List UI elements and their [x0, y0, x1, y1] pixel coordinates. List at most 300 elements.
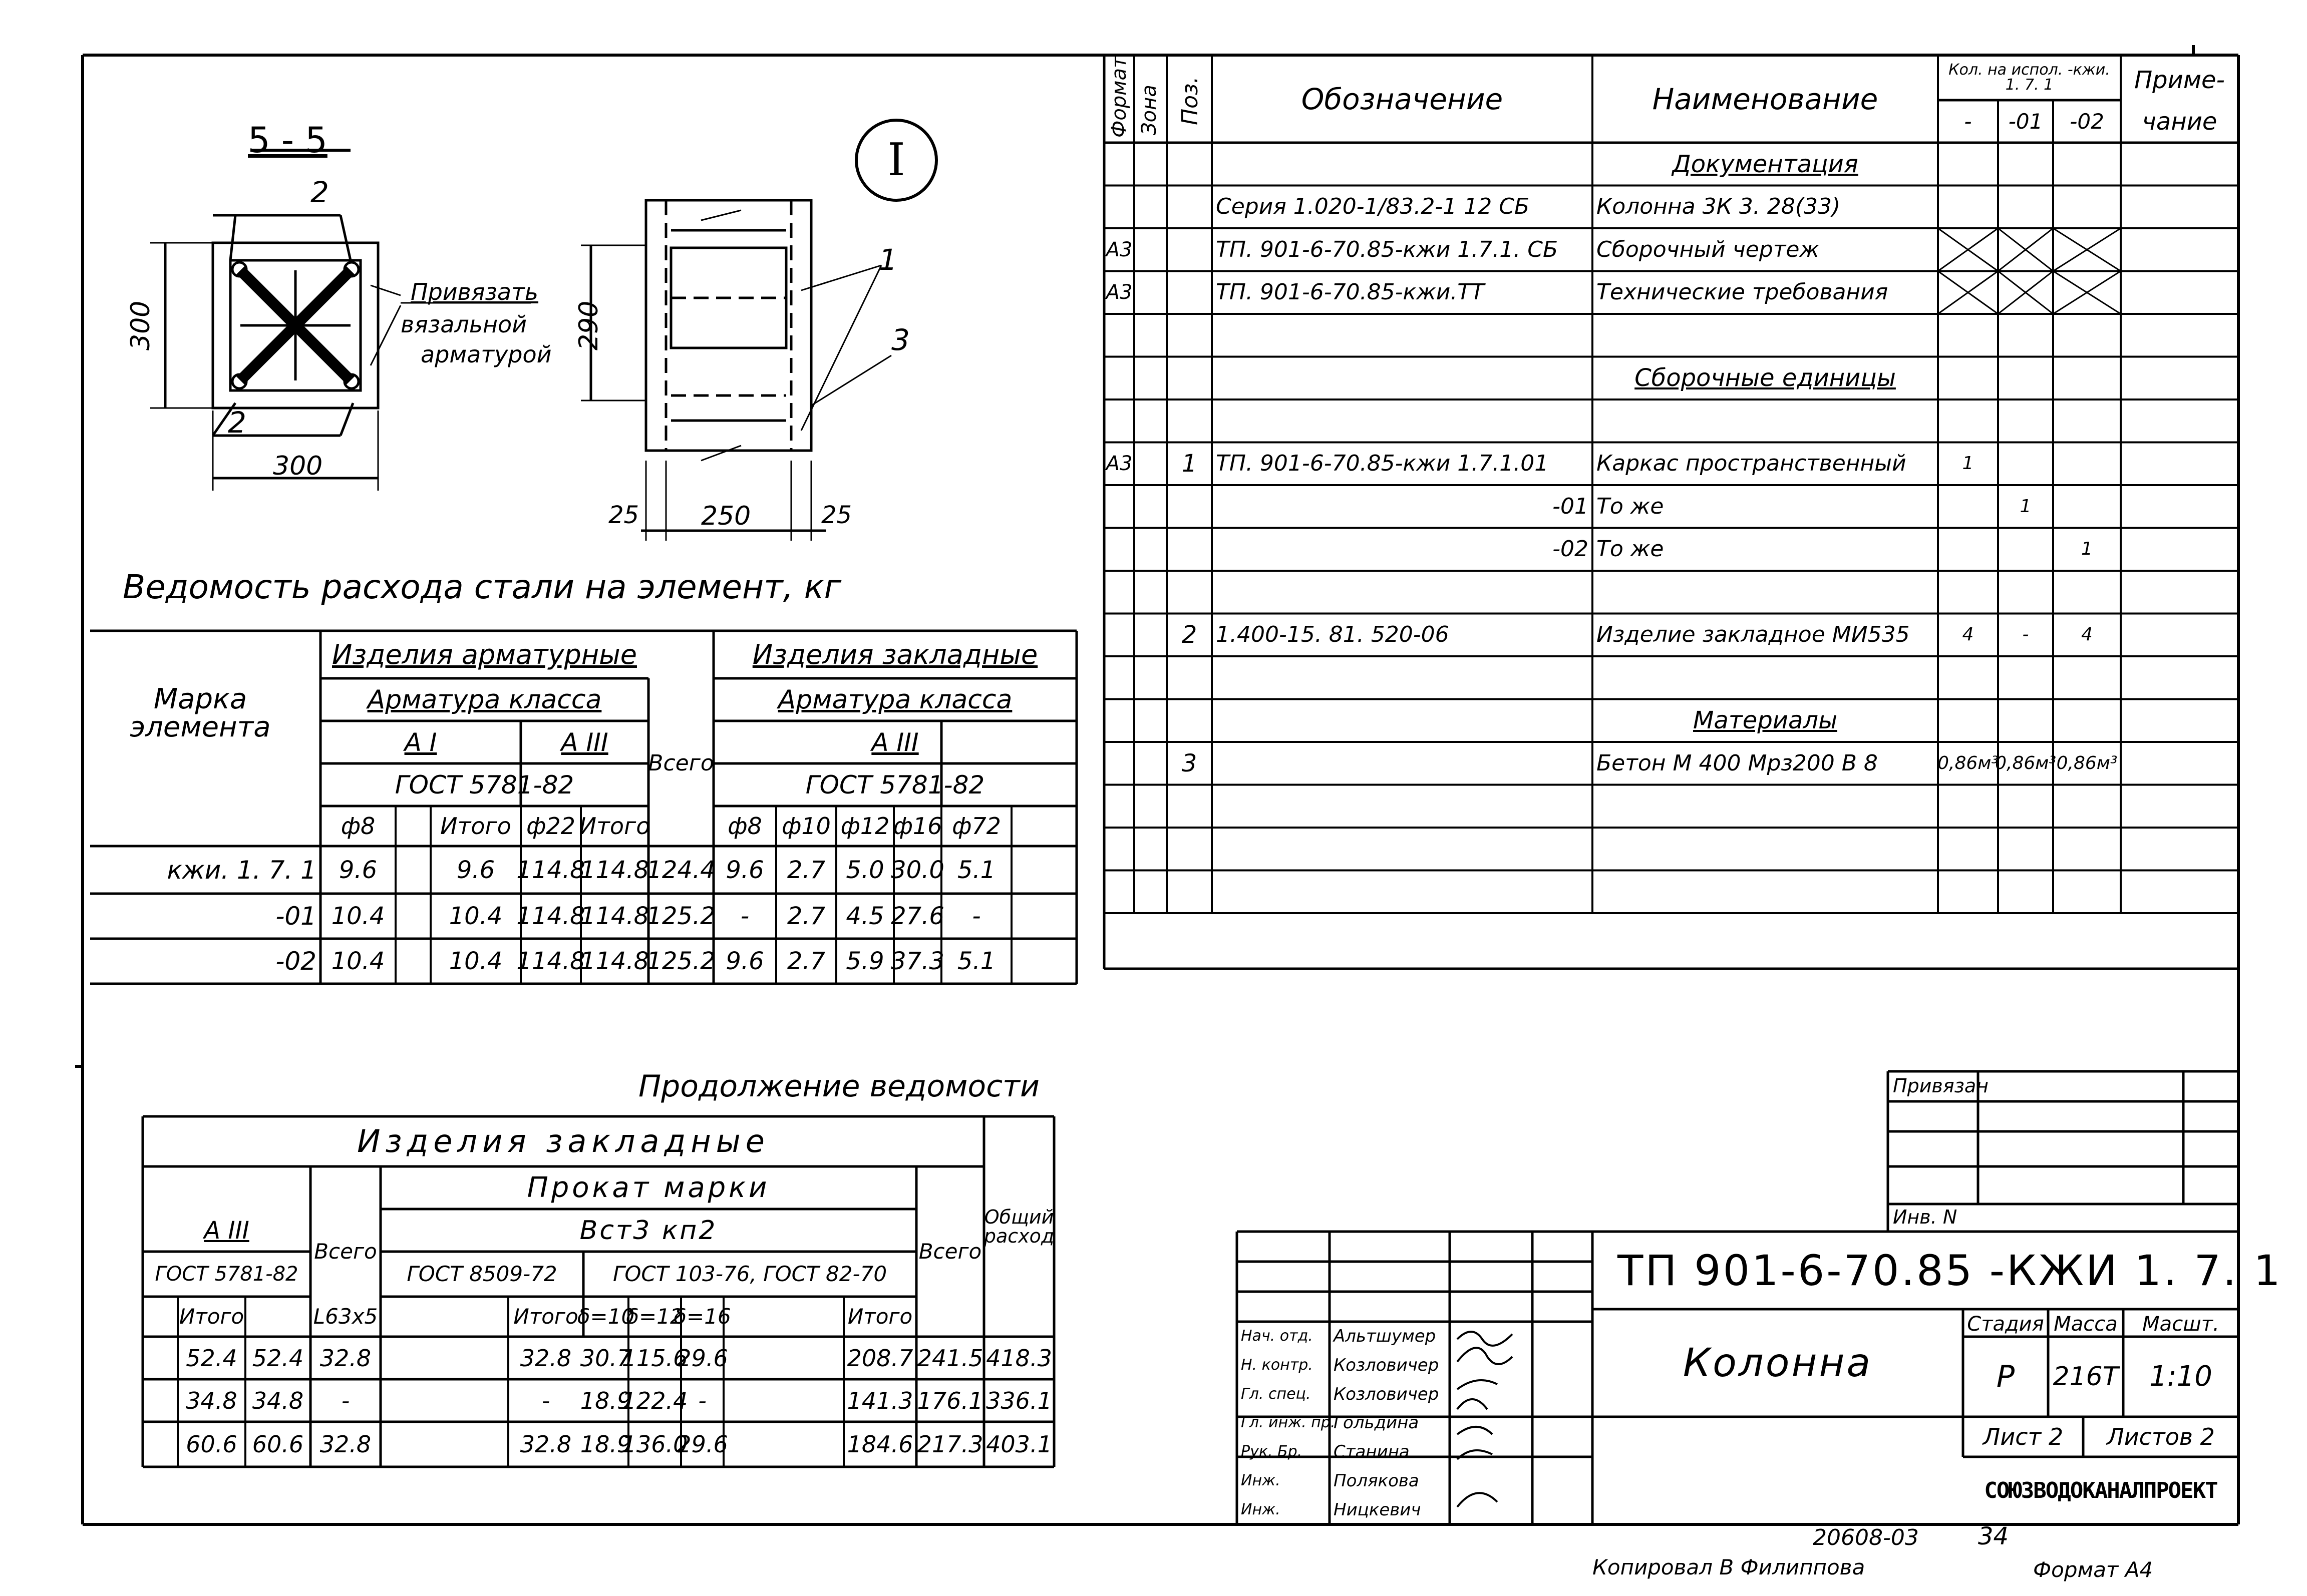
spec-qty — [1998, 571, 2053, 614]
spec-h-pos: Поз. — [1177, 76, 1203, 125]
spec-format: А3 — [1106, 238, 1133, 261]
spec-h-format: Формат — [1108, 56, 1131, 138]
spec-qty — [1938, 228, 1998, 271]
spec-position — [1167, 271, 1212, 314]
cont-cell: 32.8 — [520, 1431, 572, 1458]
signer-name: Станина — [1334, 1442, 1410, 1462]
pos-label-2a: 2 — [310, 175, 329, 209]
spec-name — [1592, 785, 1938, 828]
cont-cell: 184.6 — [847, 1431, 913, 1458]
spec-name — [1592, 656, 1938, 699]
spec-zone — [1134, 443, 1167, 486]
signer-role: Инж. — [1241, 1501, 1280, 1519]
cont-cell: 52.4 — [252, 1344, 304, 1372]
steel-row-mark: кжи. 1. 7. 1 — [167, 855, 316, 885]
spec-format — [1104, 186, 1134, 229]
spec-position: 2 — [1181, 621, 1197, 649]
spec-format — [1104, 699, 1134, 742]
cont-h-aiii: A III — [204, 1216, 249, 1245]
steel-cell — [1012, 894, 1077, 939]
signer-role: Нач. отд. — [1241, 1327, 1313, 1345]
spec-designation — [1212, 742, 1592, 785]
spec-zone — [1134, 228, 1167, 271]
spec-h-note-2: чание — [2142, 107, 2217, 136]
steel-row-mark: -02 — [275, 947, 316, 976]
steel-cell: - — [740, 902, 750, 930]
steel-h-rebar: Изделия арматурные — [332, 638, 637, 670]
spec-qty: 1 — [1962, 453, 1974, 474]
spec-qty — [1998, 271, 2053, 314]
inventory-label: Инв. N — [1893, 1206, 1957, 1228]
stage-value: Р — [1996, 1359, 2015, 1394]
spec-zone — [1134, 186, 1167, 229]
cont-col-header: δ=12 — [626, 1304, 684, 1329]
note-line-1: Привязать — [411, 278, 539, 305]
steel-cell: 114.8 — [516, 947, 585, 975]
spec-qty — [1938, 528, 1998, 571]
spec-qty — [1938, 400, 1998, 443]
signer-name: Козловичер — [1334, 1355, 1439, 1375]
dim-height-inner: 290 — [574, 300, 604, 350]
dim-height: 300 — [126, 300, 156, 350]
spec-qty — [2053, 485, 2121, 528]
steel-cell: 9.6 — [726, 947, 764, 975]
spec-qty — [2053, 656, 2121, 699]
cont-cell: 34.8 — [252, 1387, 304, 1414]
spec-qty — [1998, 528, 2053, 571]
spec-zone — [1134, 871, 1167, 914]
steel-cell: 5.0 — [846, 856, 884, 884]
cont-col-header: δ=10 — [577, 1304, 635, 1329]
cont-cell: 217.3 — [917, 1431, 983, 1458]
spec-zone — [1134, 400, 1167, 443]
cont-cell: 34.8 — [186, 1387, 237, 1414]
spec-position — [1167, 143, 1212, 186]
cont-cell: - — [698, 1387, 707, 1414]
copied-by: Копировал В Филиппова — [1592, 1555, 1865, 1579]
cont-col-header — [143, 1299, 178, 1334]
spec-zone — [1134, 571, 1167, 614]
organization-name: СОЮЗВОДОКАНАЛПРОЕКТ — [1984, 1477, 2217, 1503]
spec-qty — [1938, 785, 1998, 828]
cont-cell: 141.3 — [847, 1387, 913, 1414]
spec-name: Бетон М 400 Мрз200 В 8 — [1596, 750, 1878, 776]
spec-qty — [2053, 314, 2121, 357]
signer-role: Рук. Бр. — [1241, 1443, 1302, 1461]
steel-cell — [1012, 846, 1077, 894]
sheet-count: Листов 2 — [2107, 1423, 2215, 1450]
cont-cell: - — [341, 1387, 350, 1414]
steel-cell: 27.6 — [891, 902, 944, 930]
spec-format — [1104, 143, 1134, 186]
spec-qty — [1998, 785, 2053, 828]
cont-cell — [724, 1337, 844, 1379]
cont-cell: 32.8 — [319, 1344, 372, 1372]
spec-position — [1167, 357, 1212, 400]
steel-h-aiii: A III — [561, 727, 608, 757]
steel-col-header: Итого — [579, 813, 650, 840]
spec-qty — [2053, 443, 2121, 486]
spec-position — [1167, 186, 1212, 229]
steel-col-header: ф72 — [952, 813, 1001, 840]
section-title: 5 - 5 — [248, 120, 327, 161]
steel-cell — [396, 846, 431, 894]
spec-format — [1104, 528, 1134, 571]
spec-format — [1104, 656, 1134, 699]
cont-h-total2: Всего — [918, 1239, 982, 1264]
cont-cell: 176.1 — [917, 1387, 983, 1414]
note-line-2: вязальной — [401, 311, 527, 338]
spec-format: А3 — [1106, 281, 1133, 304]
dim-width: 300 — [273, 451, 323, 481]
steel-col-header: ф8 — [728, 813, 762, 840]
spec-qty — [2053, 228, 2121, 271]
spec-qty — [1998, 186, 2053, 229]
cont-cell: 403.1 — [986, 1431, 1052, 1458]
spec-qty — [1938, 828, 1998, 871]
spec-h-designation: Обозначение — [1301, 82, 1503, 116]
steel-col-header: ф22 — [526, 813, 575, 840]
spec-qty — [2053, 871, 2121, 914]
spec-position — [1167, 571, 1212, 614]
spec-qty — [1998, 228, 2053, 271]
spec-position: 3 — [1181, 749, 1197, 777]
steel-cell: 114.8 — [516, 856, 585, 884]
spec-qty — [1998, 656, 2053, 699]
spec-qty: 0,86м³ — [1937, 752, 1999, 773]
spec-name — [1592, 400, 1938, 443]
spec-name: Колонна 3К 3. 28(33) — [1596, 194, 1841, 220]
spec-h-q2: -02 — [2070, 109, 2104, 134]
spec-qty — [1938, 186, 1998, 229]
cont-col-header: Итого — [513, 1304, 578, 1329]
spec-designation — [1212, 143, 1592, 186]
cont-cell: 241.5 — [917, 1344, 983, 1372]
spec-qty — [1938, 656, 1998, 699]
spec-designation — [1212, 699, 1592, 742]
steel-cell: 114.8 — [580, 902, 649, 930]
steel-h-aiii2: A III — [871, 727, 919, 757]
mass-header: Масса — [2054, 1313, 2118, 1336]
spec-zone — [1134, 828, 1167, 871]
spec-format — [1104, 828, 1134, 871]
steel-h-gost2: ГОСТ 5781-82 — [805, 770, 985, 800]
cont-cell — [381, 1379, 508, 1422]
spec-zone — [1134, 656, 1167, 699]
spec-designation — [1212, 314, 1592, 357]
steel-h-gost: ГОСТ 5781-82 — [395, 770, 574, 800]
spec-position — [1167, 656, 1212, 699]
spec-h-qty: Кол. на испол. -кжи. 1. 7. 1 — [1948, 61, 2110, 94]
binding-label: Привязан — [1893, 1075, 1989, 1097]
spec-name: Изделие закладное МИ535 — [1596, 622, 1910, 648]
cont-cell: 32.8 — [520, 1344, 572, 1372]
spec-position — [1167, 528, 1212, 571]
spec-qty: 1 — [2081, 539, 2093, 560]
spec-qty — [1998, 357, 2053, 400]
cont-col-header — [381, 1299, 508, 1334]
spec-designation: Серия 1.020-1/83.2-1 12 СБ — [1216, 194, 1530, 220]
dim-side-right: 25 — [821, 501, 852, 529]
spec-qty: 4 — [2081, 624, 2093, 645]
spec-qty — [1938, 314, 1998, 357]
spec-qty — [2053, 271, 2121, 314]
steel-cell: 2.7 — [787, 902, 826, 930]
spec-qty — [1998, 828, 2053, 871]
spec-name — [1592, 871, 1938, 914]
spec-zone — [1134, 143, 1167, 186]
scale-value: 1:10 — [2149, 1360, 2212, 1393]
spec-format — [1104, 485, 1134, 528]
spec-position — [1167, 828, 1212, 871]
pos-label-1: 1 — [879, 243, 897, 277]
spec-designation: 1.400-15. 81. 520-06 — [1216, 622, 1449, 648]
cont-col-header: δ=16 — [674, 1304, 731, 1329]
column-elevation-drawing — [581, 200, 891, 541]
steel-cell: 9.6 — [339, 856, 378, 884]
spec-h-q0: - — [1964, 109, 1972, 134]
spec-zone — [1134, 785, 1167, 828]
cont-cell: 52.4 — [186, 1344, 237, 1372]
cont-cell — [381, 1337, 508, 1379]
steel-h-mark: Марка элемента — [130, 683, 271, 743]
spec-qty — [1998, 143, 2053, 186]
spec-name: Сборочные единицы — [1634, 364, 1896, 392]
steel-cell: 125.2 — [646, 947, 716, 975]
cont-cell: 336.1 — [986, 1387, 1052, 1414]
steel-col-header — [396, 809, 431, 844]
signer-role: Н. контр. — [1241, 1356, 1313, 1374]
spec-qty — [1998, 699, 2053, 742]
steel-cell: 125.2 — [646, 902, 716, 930]
spec-format — [1104, 314, 1134, 357]
spec-designation: ТП. 901-6-70.85-кжи 1.7.1. СБ — [1216, 236, 1558, 262]
cont-col-header — [245, 1299, 310, 1334]
spec-qty — [1938, 357, 1998, 400]
spec-name: Каркас пространственный — [1596, 451, 1906, 477]
signer-role: Инж. — [1241, 1472, 1280, 1490]
steel-cell: 10.4 — [331, 947, 385, 975]
spec-name: Документация — [1672, 150, 1858, 178]
cont-table-title: Продолжение ведомости — [638, 1069, 1040, 1104]
spec-zone — [1134, 614, 1167, 657]
cont-h-gost: ГОСТ 5781-82 — [155, 1263, 298, 1286]
handwritten-signatures — [1457, 1332, 1512, 1507]
mass-value: 216Т — [2053, 1362, 2119, 1392]
spec-designation — [1212, 357, 1592, 400]
spec-format: А3 — [1106, 452, 1133, 476]
steel-cell — [1012, 939, 1077, 984]
steel-col-header — [648, 809, 714, 844]
spec-format — [1104, 357, 1134, 400]
steel-table-title: Ведомость расхода стали на элемент, кг — [123, 568, 842, 606]
spec-position — [1167, 785, 1212, 828]
steel-cell: 5.1 — [957, 856, 996, 884]
cont-cell — [381, 1422, 508, 1467]
cont-col-header: Итого — [179, 1304, 244, 1329]
spec-qty — [1938, 699, 1998, 742]
steel-cell: 124.4 — [646, 856, 716, 884]
cont-cell: - — [541, 1387, 550, 1414]
steel-h-embedded: Изделия закладные — [752, 638, 1038, 670]
steel-cell: 114.8 — [580, 947, 649, 975]
signer-name: Козловичер — [1334, 1384, 1439, 1404]
steel-cell: 10.4 — [331, 902, 385, 930]
doc-number: 20608-03 — [1813, 1525, 1919, 1550]
steel-cell: 4.5 — [846, 902, 884, 930]
document-code: ТП 901-6-70.85 -КЖИ 1. 7. 1 — [1617, 1246, 2282, 1295]
cont-col-header — [984, 1299, 1054, 1334]
steel-col-header: Итого — [440, 813, 511, 840]
cont-cell: 122.4 — [621, 1387, 688, 1414]
cont-cell — [724, 1422, 844, 1467]
spec-qty — [2053, 400, 2121, 443]
sheet-number: Лист 2 — [1983, 1423, 2064, 1450]
spec-zone — [1134, 271, 1167, 314]
spec-format — [1104, 400, 1134, 443]
pos-label-3: 3 — [891, 323, 910, 357]
spec-qty — [2053, 828, 2121, 871]
cont-cell: 208.7 — [847, 1344, 913, 1372]
cont-cell: 32.8 — [319, 1431, 372, 1458]
signer-role: Гл. спец. — [1241, 1385, 1311, 1403]
dim-side-left: 25 — [608, 501, 639, 529]
spec-position — [1167, 485, 1212, 528]
steel-cell: 10.4 — [449, 947, 503, 975]
spec-qty — [2053, 571, 2121, 614]
spec-qty — [2053, 357, 2121, 400]
steel-cell: 2.7 — [787, 947, 826, 975]
spec-qty — [1998, 443, 2053, 486]
spec-format — [1104, 742, 1134, 785]
steel-col-header: ф16 — [893, 813, 942, 840]
spec-qty: - — [2022, 624, 2029, 645]
steel-col-header: ф12 — [840, 813, 890, 840]
dim-center: 250 — [701, 501, 751, 531]
format-label: Формат А4 — [2033, 1557, 2153, 1582]
steel-cell: 9.6 — [726, 856, 764, 884]
cont-cell: 136.0 — [621, 1431, 688, 1458]
spec-h-name: Наименование — [1652, 82, 1878, 116]
spec-name: Технические требования — [1596, 279, 1888, 305]
spec-name: Сборочный чертеж — [1596, 236, 1820, 262]
cont-cell — [143, 1379, 178, 1422]
steel-h-class: Арматура класса — [367, 684, 602, 715]
cont-col-header — [724, 1299, 844, 1334]
spec-h-zone: Зона — [1138, 85, 1161, 135]
spec-qty — [2053, 785, 2121, 828]
signer-name: Альтшумер — [1334, 1326, 1436, 1346]
spec-name — [1592, 828, 1938, 871]
steel-cell: 2.7 — [787, 856, 826, 884]
steel-col-header — [1012, 809, 1077, 844]
note-line-3: арматурой — [421, 341, 552, 368]
cont-col-header: Итого — [847, 1304, 913, 1329]
steel-cell: 37.3 — [891, 947, 944, 975]
cont-col-header — [916, 1299, 984, 1334]
steel-cell: 10.4 — [449, 902, 503, 930]
spec-zone — [1134, 742, 1167, 785]
spec-format — [1104, 614, 1134, 657]
spec-qty: 1 — [2020, 496, 2032, 517]
steel-row-mark: -01 — [275, 902, 316, 931]
cont-h-steel: Вст3 кп2 — [579, 1215, 718, 1246]
spec-designation — [1212, 656, 1592, 699]
spec-zone — [1134, 314, 1167, 357]
cont-cell — [724, 1379, 844, 1422]
drawing-name: Колонна — [1683, 1340, 1873, 1386]
spec-qty — [1998, 871, 2053, 914]
cont-col-header: L63x5 — [313, 1304, 378, 1329]
spec-qty — [2053, 143, 2121, 186]
spec-name: Материалы — [1693, 706, 1837, 735]
cont-cell: 60.6 — [186, 1431, 237, 1458]
cont-h-grand: Общий расход — [983, 1206, 1055, 1247]
spec-name — [1592, 571, 1938, 614]
spec-qty: 0,86м³ — [1995, 752, 2056, 773]
spec-designation: -01 — [1552, 493, 1588, 519]
stage-header: Стадия — [1967, 1313, 2044, 1336]
cont-cell: 29.6 — [677, 1344, 728, 1372]
spec-format — [1104, 785, 1134, 828]
steel-cell — [396, 939, 431, 984]
spec-position: 1 — [1181, 450, 1197, 478]
steel-cell: 114.8 — [580, 856, 649, 884]
spec-format — [1104, 571, 1134, 614]
spec-zone — [1134, 357, 1167, 400]
spec-zone — [1134, 699, 1167, 742]
spec-format — [1104, 871, 1134, 914]
spec-designation: -02 — [1552, 536, 1588, 562]
spec-designation — [1212, 828, 1592, 871]
spec-qty: 4 — [1962, 624, 1974, 645]
cont-cell: 115.6 — [621, 1344, 688, 1372]
signer-role: Гл. инж. пр. — [1241, 1414, 1336, 1432]
spec-position — [1167, 699, 1212, 742]
signer-name: Полякова — [1334, 1471, 1419, 1491]
steel-h-total: Всего — [648, 750, 714, 776]
spec-qty — [1998, 314, 2053, 357]
spec-qty — [2053, 186, 2121, 229]
cont-cell — [143, 1337, 178, 1379]
scale-header: Масшт. — [2142, 1313, 2219, 1336]
spec-position — [1167, 871, 1212, 914]
cont-cell: 60.6 — [252, 1431, 304, 1458]
spec-qty — [2053, 699, 2121, 742]
steel-cell: 5.9 — [846, 947, 884, 975]
spec-designation — [1212, 871, 1592, 914]
pos-label-2b: 2 — [228, 406, 246, 440]
steel-cell: 30.0 — [891, 856, 944, 884]
steel-h-class2: Арматура класса — [778, 684, 1013, 715]
cont-cell: 29.6 — [677, 1431, 728, 1458]
spec-position — [1167, 314, 1212, 357]
spec-designation: ТП. 901-6-70.85-кжи.ТТ — [1216, 279, 1485, 305]
spec-qty — [1998, 400, 2053, 443]
spec-position — [1167, 400, 1212, 443]
spec-name: То же — [1596, 536, 1664, 562]
cont-cell — [143, 1422, 178, 1467]
steel-cell: 114.8 — [516, 902, 585, 930]
spec-qty — [1938, 871, 1998, 914]
cont-h-total1: Всего — [314, 1239, 377, 1264]
steel-cell: - — [972, 902, 981, 930]
spec-zone — [1134, 528, 1167, 571]
cont-h-gost8509: ГОСТ 8509-72 — [407, 1262, 557, 1286]
spec-designation: ТП. 901-6-70.85-кжи 1.7.1.01 — [1216, 451, 1549, 477]
spec-designation — [1212, 571, 1592, 614]
spec-name — [1592, 314, 1938, 357]
